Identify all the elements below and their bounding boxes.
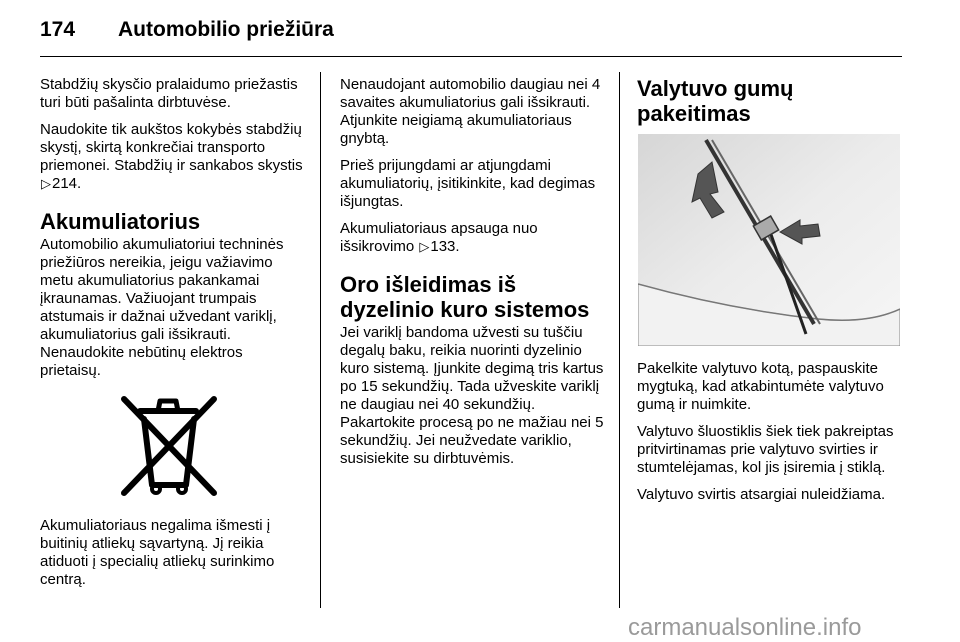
column-3 — [637, 76, 905, 513]
wiper-illustration-svg — [638, 134, 900, 346]
brake-fluid-quality-text: Naudokite tik aukštos kokybės stabdžių skystį, skirtą konkrečiai transporto priemonei. Stabdžių ir sankabos skystis — [40, 121, 303, 174]
battery-protection-page-ref[interactable]: 133. — [430, 238, 460, 255]
battery-connect-paragraph: Prieš prijungdami ar atjungdami akumuliatorių, įsitikinkite, kad degimas išjungtas. — [340, 157, 596, 210]
column-divider-1 — [320, 72, 321, 608]
column-divider-2 — [619, 72, 620, 608]
wiper-blade-illustration — [638, 134, 900, 346]
battery-disposal-paragraph: Akumuliatoriaus negalima išmesti į buitinių atliekų sąvartyną. Jį reikia atiduoti į specialių atliekų surinkimo centrą. — [40, 517, 275, 588]
diesel-bleeding-heading: Oro išleidimas iš dyzelinio kuro sistemos — [340, 272, 590, 322]
watermark: carmanualsonline.info — [628, 614, 862, 641]
page-title: Automobilio priežiūra — [118, 18, 334, 41]
header-divider — [40, 56, 902, 57]
brake-fluid-page-ref[interactable]: 214. — [52, 175, 82, 192]
battery-protection-text: Akumuliatoriaus apsauga nuo išsikrovimo — [340, 220, 538, 255]
brake-fluid-quality-paragraph — [40, 121, 305, 193]
page-reference-icon: ▷ — [419, 239, 430, 254]
wiper-lower-paragraph: Valytuvo svirtis atsargiai nuleidžiama. — [637, 486, 886, 503]
battery-protection-paragraph — [340, 220, 605, 256]
column-1 — [40, 76, 305, 598]
battery-maintenance-paragraph: Automobilio akumuliatoriui techninės priežiūros nereikia, jeigu važiavimo metu akumuliatorius pakankamai įkraunamas. Važiuojant trumpais atstumais ir dažnai užvedant variklį, akumuliatorius gali išsikrauti. Nenaudokite nebūtinų elektros prietaisų. — [40, 236, 284, 379]
wiper-removal-paragraph: Pakelkite valytuvo kotą, paspauskite mygtuką, kad atkabintumėte valytuvo gumą ir nuimkite. — [637, 360, 884, 413]
page-header — [40, 14, 900, 54]
diesel-bleeding-paragraph: Jei variklį bandoma užvesti su tuščiu degalų baku, reikia nuorinti dyzelinio kuro sistemą. Įjunkite degimą tris kartus po 15 sekundžių. Tada užveskite variklį ne daugiau nei 40 sekundžių. Pakartokite procesą po ne mažiau nei 5 sekundžių. Jei neužvedate variklio, susisiekite su dirbtuvėmis. — [340, 324, 604, 467]
page-number: 174 — [40, 18, 76, 41]
crossed-bin-image — [40, 389, 305, 499]
wiper-install-paragraph: Valytuvo šluostiklis šiek tiek pakreiptas pritvirtinamas prie valytuvo svirties ir stumtelėjamas, kol jis įsiremia į stiklą. — [637, 423, 894, 476]
crossed-out-bin-icon — [118, 389, 228, 499]
page-reference-icon: ▷ — [41, 176, 51, 191]
battery-heading: Akumuliatorius — [40, 209, 201, 234]
brake-fluid-leak-paragraph: Stabdžių skysčio pralaidumo priežastis turi būti pašalinta dirbtuvėse. — [40, 76, 298, 111]
column-2 — [340, 76, 605, 477]
battery-storage-paragraph: Nenaudojant automobilio daugiau nei 4 savaites akumuliatorius gali išsikrauti. Atjunkite neigiamą akumuliatoriaus gnybtą. — [340, 76, 601, 147]
wiper-blade-heading: Valytuvo gumų pakeitimas — [637, 76, 794, 126]
